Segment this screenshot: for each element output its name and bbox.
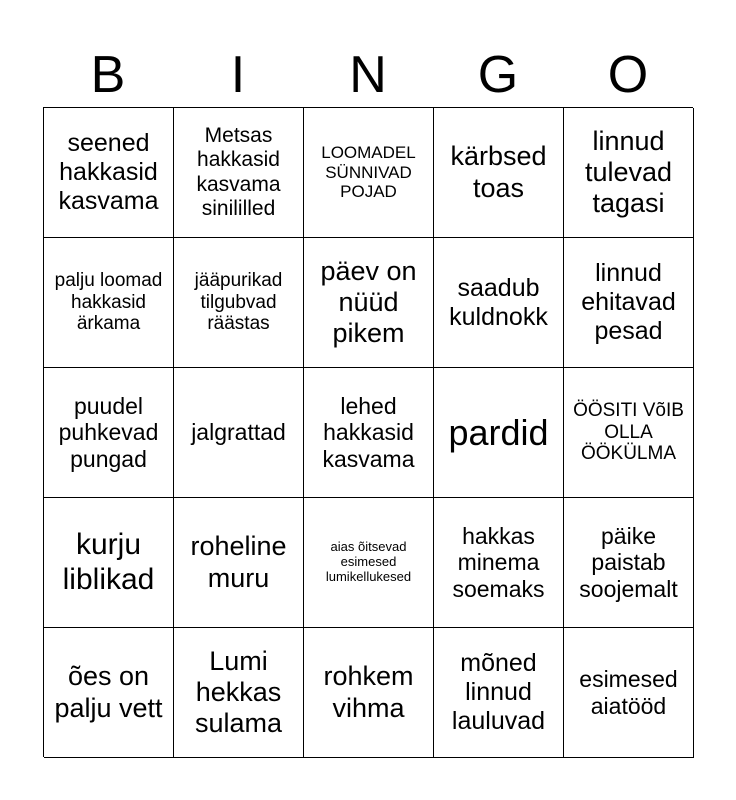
bingo-cell[interactable]: linnud tulevad tagasi — [564, 108, 694, 238]
bingo-cell[interactable]: ões on palju vett — [44, 628, 174, 758]
bingo-cell[interactable]: kurju liblikad — [44, 498, 174, 628]
bingo-cell[interactable]: ÖÖSITI VõIB OLLA ÖÖKÜLMA — [564, 368, 694, 498]
bingo-cell[interactable]: päev on nüüd pikem — [304, 238, 434, 368]
bingo-cell[interactable]: seened hakkasid kasvama — [44, 108, 174, 238]
bingo-cell[interactable]: pardid — [434, 368, 564, 498]
bingo-cell[interactable]: hakkas minema soemaks — [434, 498, 564, 628]
header-letter-i: I — [230, 46, 246, 104]
bingo-cell[interactable]: Metsas hakkasid kasvama sinililled — [174, 108, 304, 238]
bingo-board — [43, 107, 693, 757]
bingo-cell[interactable]: roheline muru — [174, 498, 304, 628]
bingo-cell[interactable]: lehed hakkasid kasvama — [304, 368, 434, 498]
bingo-cell[interactable]: esimesed aiatööd — [564, 628, 694, 758]
header-letter-n: N — [349, 46, 387, 104]
bingo-cell[interactable]: palju loomad hakkasid ärkama — [44, 238, 174, 368]
bingo-cell[interactable]: linnud ehitavad pesad — [564, 238, 694, 368]
bingo-header — [43, 42, 693, 108]
header-letter-g: G — [477, 46, 519, 104]
bingo-cell[interactable]: jalgrattad — [174, 368, 304, 498]
bingo-cell[interactable]: Lumi hekkas sulama — [174, 628, 304, 758]
bingo-cell[interactable]: aias õitsevad esimesed lumikellukesed — [304, 498, 434, 628]
bingo-cell[interactable]: saadub kuldnokk — [434, 238, 564, 368]
header-letter-o: O — [607, 46, 649, 104]
bingo-cell[interactable]: puudel puhkevad pungad — [44, 368, 174, 498]
bingo-cell[interactable]: päike paistab soojemalt — [564, 498, 694, 628]
bingo-cell[interactable]: LOOMADEL SÜNNIVAD POJAD — [304, 108, 434, 238]
bingo-cell[interactable]: mõned linnud lauluvad — [434, 628, 564, 758]
bingo-cell[interactable]: kärbsed toas — [434, 108, 564, 238]
bingo-cell[interactable]: jääpurikad tilgubvad räästas — [174, 238, 304, 368]
header-letter-b: B — [90, 46, 126, 104]
bingo-cell[interactable]: rohkem vihma — [304, 628, 434, 758]
